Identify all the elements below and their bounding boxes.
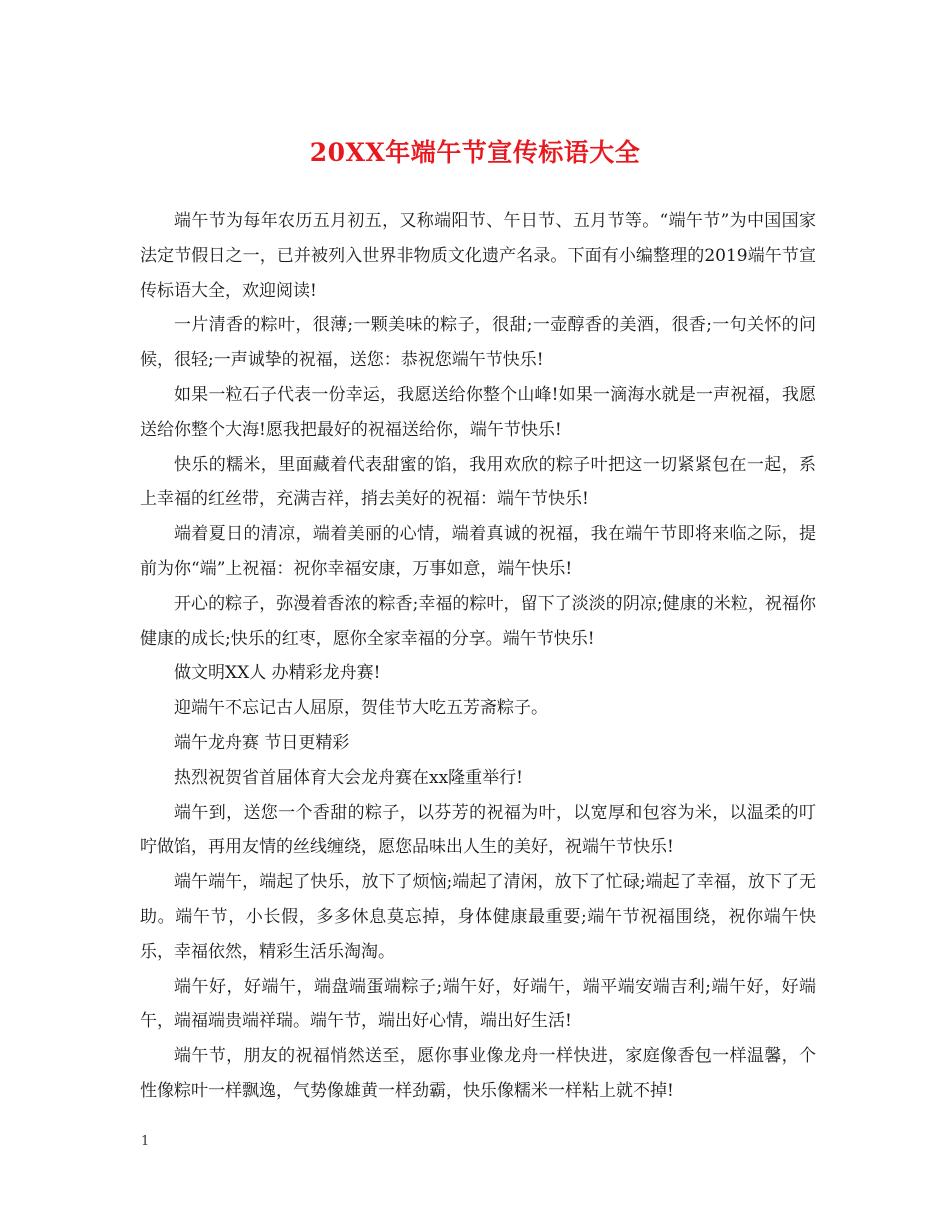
slogan-line: 迎端午不忘记古人屈原，贺佳节大吃五芳斋粽子。 [174,698,548,719]
paragraph-intro: 端午节为每年农历五月初五，又称端阳节、午日节、五月节等。“端午节”为中国国家法定节假日之一，已并被列入世界非物质文化遗产名录。下面有小编整理的2019端午节宣传标语大全，欢迎阅读! [140,211,816,301]
slogan-line: 做文明XX人 办精彩龙舟赛! [174,663,381,684]
paragraph: 端午到，送您一个香甜的粽子，以芬芳的祝福为叶，以宽厚和包容为米，以温柔的叮咛做馅，再用友情的丝线缠绕，愿您品味出人生的美好，祝端午节快乐! [140,802,816,858]
paragraph: 开心的粽子，弥漫着香浓的粽香;幸福的粽叶，留下了淡淡的阴凉;健康的米粒，祝福你健康的成长;快乐的红枣，愿你全家幸福的分享。端午节快乐! [140,593,816,649]
paragraph: 端午好，好端午，端盘端蛋端粽子;端午好，好端午，端平端安端吉利;端午好，好端午，端福端贵端祥瑞。端午节，端出好心情，端出好生活! [140,976,816,1032]
document-title: 20XX年端午节宣传标语大全 [309,138,641,167]
paragraph: 如果一粒石子代表一份幸运，我愿送给你整个山峰!如果一滴海水就是一声祝福，我愿送给你整个大海!愿我把最好的祝福送给你，端午节快乐! [140,384,816,440]
paragraph: 一片清香的粽叶，很薄;一颗美味的粽子，很甜;一壶醇香的美酒，很香;一句关怀的问候，很轻;一声诚挚的祝福，送您：恭祝您端午节快乐! [140,315,816,371]
paragraph: 端午节，朋友的祝福悄然送至，愿你事业像龙舟一样快进，家庭像香包一样温馨，个性像粽叶一样飘逸，气势像雄黄一样劲霸，快乐像糯米一样粘上就不掉! [140,1046,816,1101]
paragraph: 端着夏日的清凉，端着美丽的心情，端着真诚的祝福，我在端午节即将来临之际，提前为你“端”上祝福：祝你幸福安康，万事如意，端午快乐! [140,524,816,579]
paragraph: 端午端午，端起了快乐，放下了烦恼;端起了清闲，放下了忙碌;端起了幸福，放下了无助。端午节，小长假，多多休息莫忘掉，身体健康最重要;端午节祝福围绕，祝你端午快乐，幸福依然，精彩生活乐淘淘。 [140,872,816,962]
slogan-line: 热烈祝贺省首届体育大会龙舟赛在xx隆重举行! [174,767,524,788]
page-number: 1 [141,1134,150,1149]
paragraph: 快乐的糯米，里面藏着代表甜蜜的馅，我用欢欣的粽子叶把这一切紧紧包在一起，系上幸福的红丝带，充满吉祥，捎去美好的祝福：端午节快乐! [140,454,816,510]
document-body [140,204,816,1109]
slogan-line: 端午龙舟赛 节日更精彩 [174,732,350,753]
